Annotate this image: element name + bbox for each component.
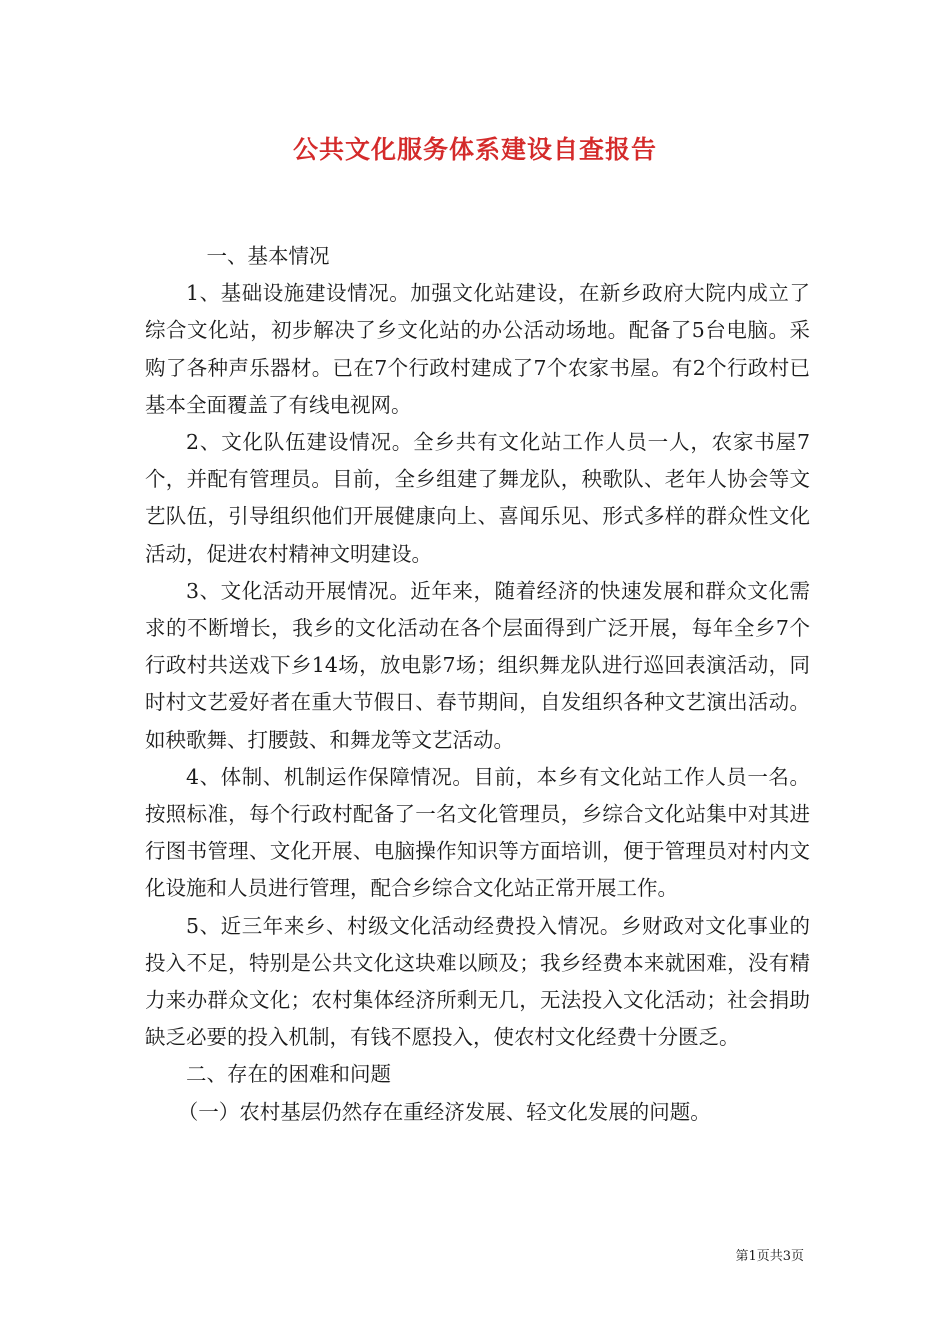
paragraph-funding: 5、近三年来乡、村级文化活动经费投入情况。乡财政对文化事业的投入不足，特别是公共文化这块难以顾及；我乡经费本来就困难，没有精力来办群众文化；农村集体经济所剩无几，无法投入文化活动；社会捐助缺乏必要的投入机制，有钱不愿投入，使农村文化经费十分匮乏。 xyxy=(145,913,810,1050)
section-heading-basic-info: 一、基本情况 xyxy=(206,244,330,268)
section-heading-problems: 二、存在的困难和问题 xyxy=(186,1062,391,1087)
paragraph-mechanism: 4、体制、机制运作保障情况。目前，本乡有文化站工作人员一名。按照标准，每个行政村配备了一名文化管理员，乡综合文化站集中对其进行图书管理、文化开展、电脑操作知识等方面培训，便于管理员对村内文化设施和人员进行管理，配合乡综合文化站正常开展工作。 xyxy=(145,764,810,901)
document-body xyxy=(145,238,810,1131)
paragraph-infrastructure: 1、基础设施建设情况。加强文化站建设，在新乡政府大院内成立了综合文化站，初步解决了乡文化站的办公活动场地。配备了5台电脑。采购了各种声乐器材。已在7个行政村建成了7个农家书屋。有2个行政村已基本全面覆盖了有线电视网。 xyxy=(145,281,810,417)
page-number-footer: 第1页共3页 xyxy=(735,1249,804,1264)
sub-heading-problem-1: （一）农村基层仍然存在重经济发展、轻文化发展的问题。 xyxy=(177,1099,711,1124)
document-title: 公共文化服务体系建设自查报告 xyxy=(292,135,657,164)
paragraph-team-building: 2、文化队伍建设情况。全乡共有文化站工作人员一人，农家书屋7个，并配有管理员。目前，全乡组建了舞龙队，秧歌队、老年人协会等文艺队伍，引导组织他们开展健康向上、喜闻乐见、形式多样的群众性文化活动，促进农村精神文明建设。 xyxy=(145,430,810,566)
paragraph-activities: 3、文化活动开展情况。近年来，随着经济的快速发展和群众文化需求的不断增长，我乡的文化活动在各个层面得到广泛开展，每年全乡7个行政村共送戏下乡14场，放电影7场；组织舞龙队进行巡回表演活动，同时村文艺爱好者在重大节假日、春节期间，自发组织各种文艺演出活动。如秧歌舞、打腰鼓、和舞龙等文艺活动。 xyxy=(145,578,810,752)
